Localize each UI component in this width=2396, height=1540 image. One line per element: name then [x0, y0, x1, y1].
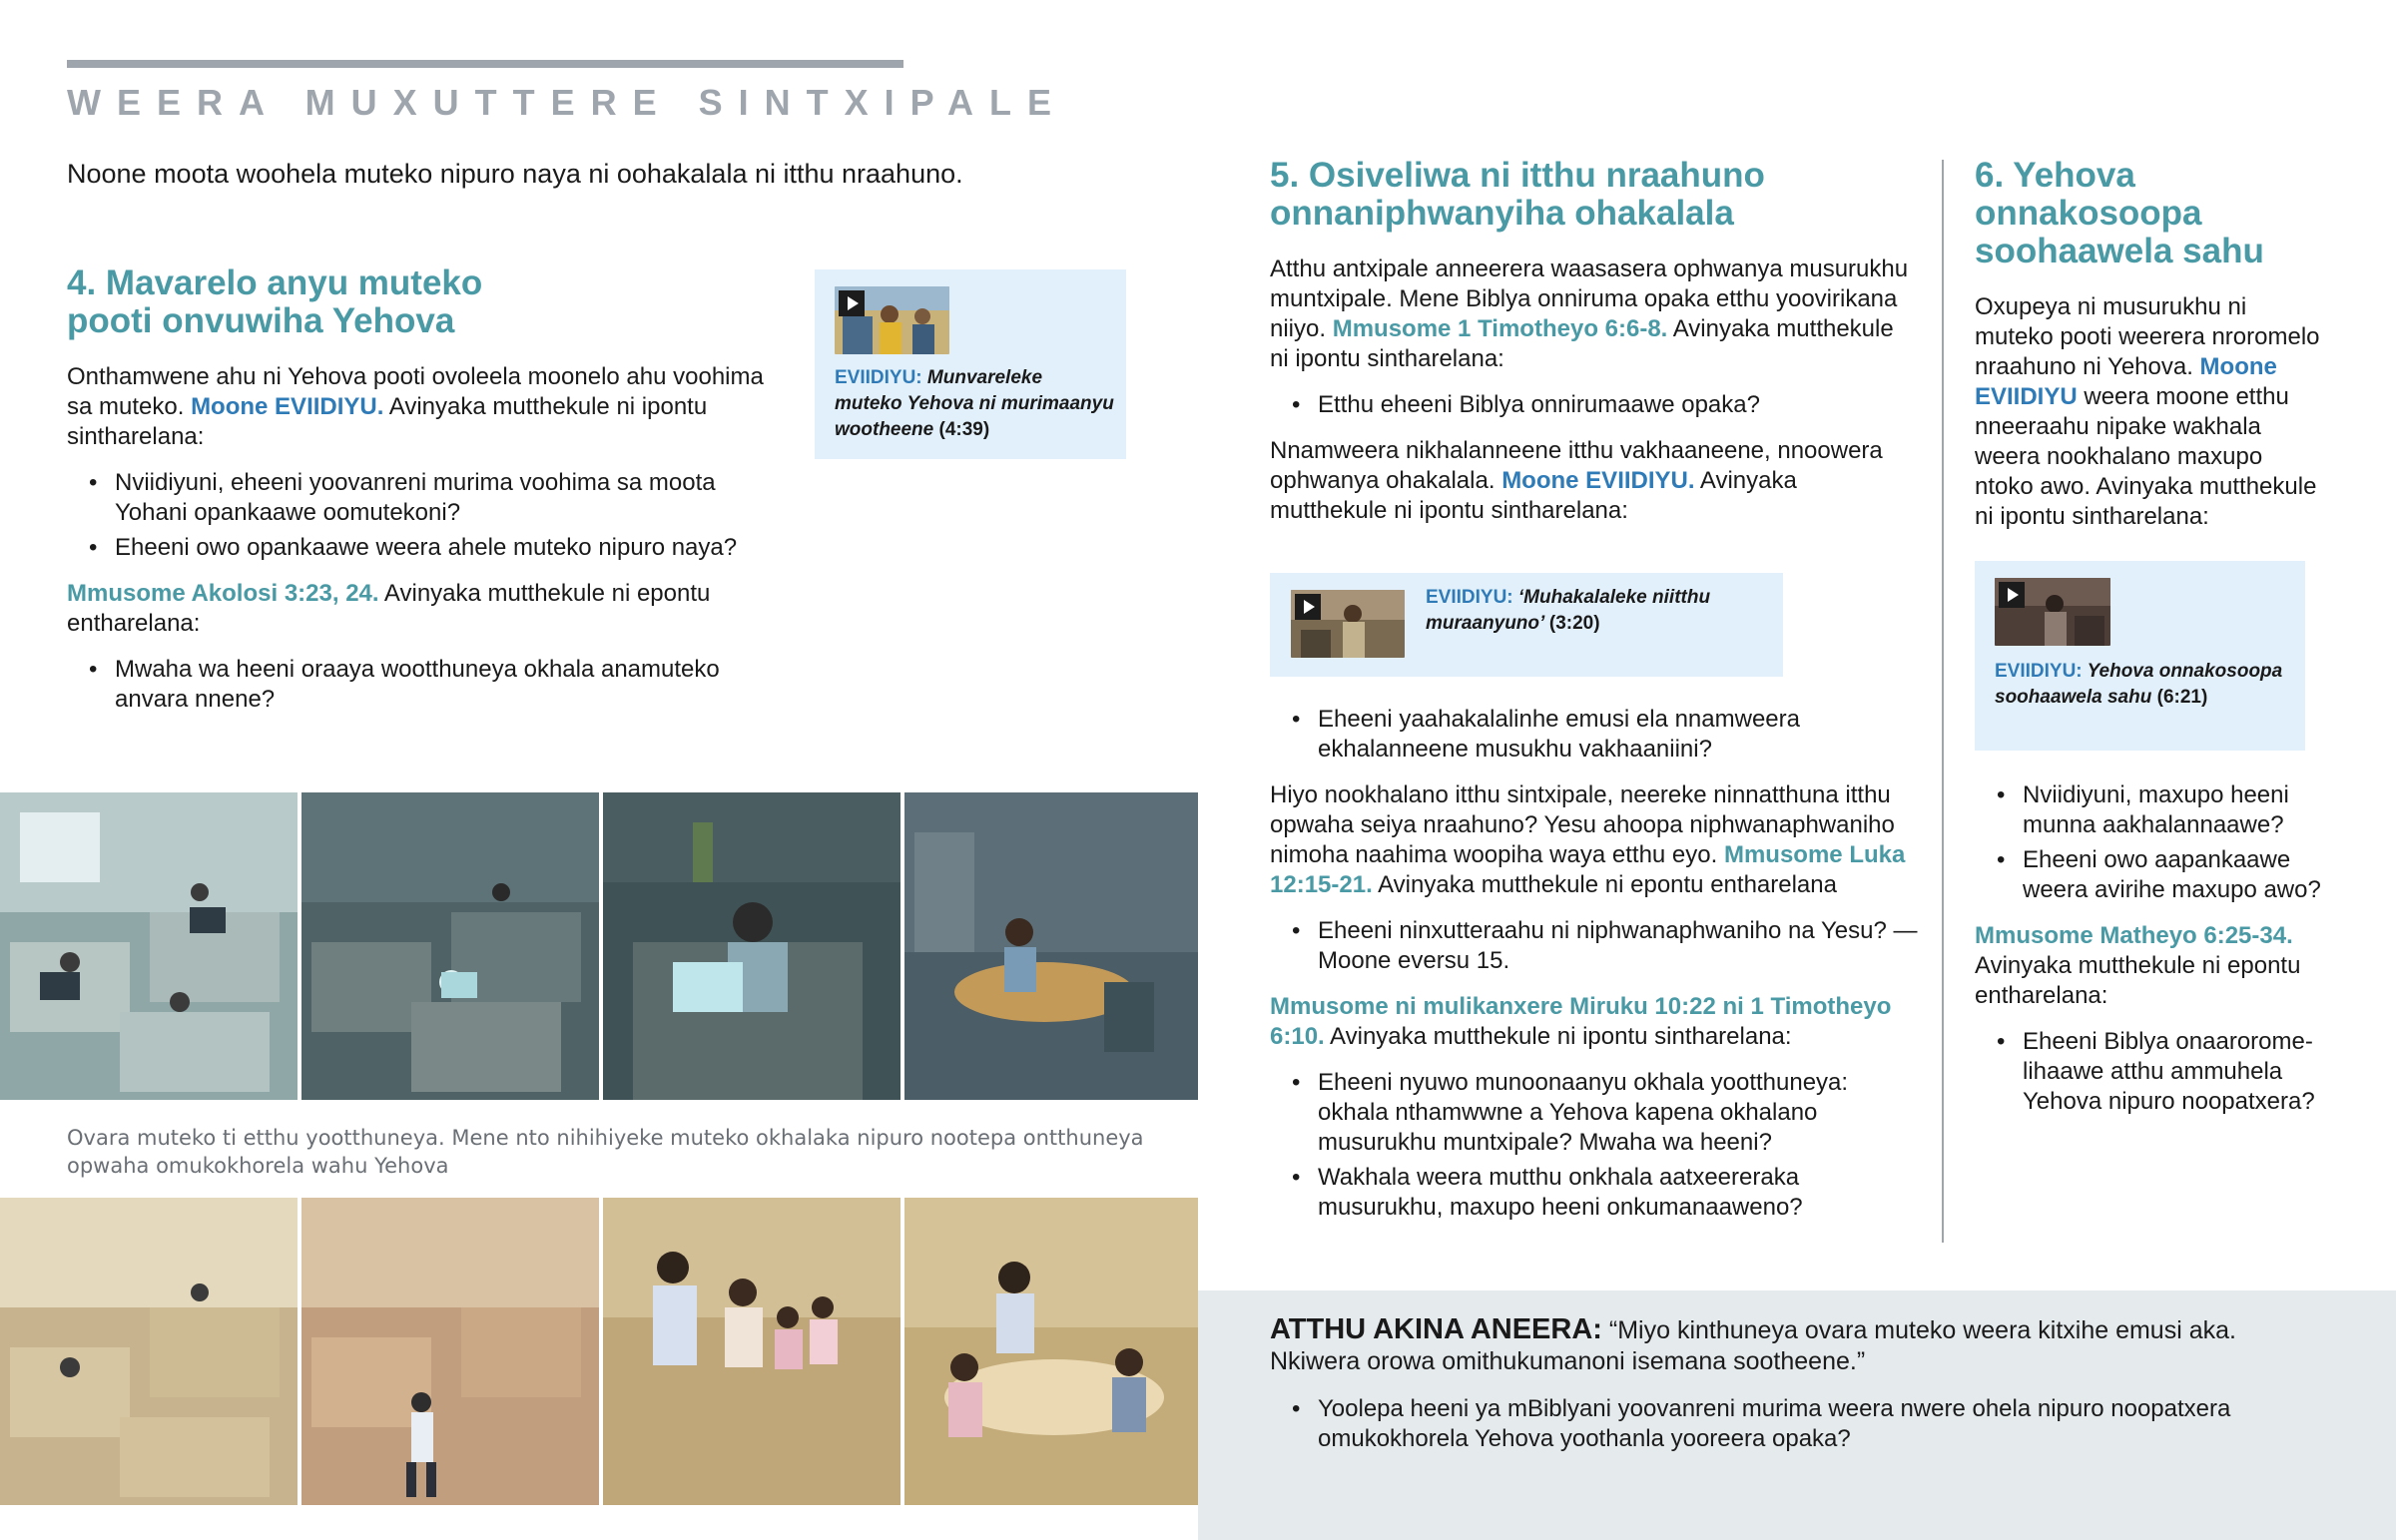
- illustration-home-night: [904, 792, 1198, 1100]
- question-item: • Eheeni yaahakalalinhe emusi ela nnamweera ekhalanneene musukhu vakhaaniini?: [1270, 705, 1919, 765]
- section-5-questions-1: [1270, 390, 1919, 420]
- illustration-office-evening: [301, 792, 599, 1100]
- video-card-section-6[interactable]: [1975, 561, 2305, 751]
- question-item: • Eheeni Biblya onaaroromelihaawe atthu ammuhela Yehova nipuro noopatxera?: [1975, 1027, 2334, 1117]
- play-icon[interactable]: [1999, 582, 2025, 608]
- illustration-office-leaving: [301, 1198, 599, 1505]
- video-caption: EVIIDIYU: Munvareleke muteko Yehova ni murimaanyu wootheene (4:39): [835, 367, 1114, 440]
- illustration-family-meeting: [603, 1198, 900, 1505]
- section-6-questions-1: [1975, 780, 2334, 905]
- section-title: WEERA MUXUTTERE SINTXIPALE: [67, 82, 1068, 123]
- illustration-office-day: [0, 792, 298, 1100]
- section-5-para1: Atthu antxipale anneerera waasasera ophwanya musurukhu muntxipale. Mene Biblya onniruma opaka etthu yoovirikana niiyo. Mmusome 1 Timotheyo 6:6-8. Avinyaka mutthekule ni ipontu sintharelana:: [1270, 256, 1909, 372]
- section-5-para3: Hiyo nookhalano itthu sintxipale, neereke ninnatthuna itthu opwaha seiya nraahuno? Yesu ahoopa niphwanaphwaniho nimoha naahima woopiha waya etthu eyo. Mmusome Luka 12:15-21. Avinyaka mutthekule ni epontu entharelana: [1270, 781, 1906, 898]
- section-6: [1975, 157, 2324, 532]
- section-5-para2: Nnamweera nikhalanneene itthu vakhaaneene, nnoowera ophwanya ohakalala. Moone EVIIDIYU. Avinyaka mutthekule ni ipontu sintharelana:: [1270, 437, 1883, 524]
- column-divider: [1942, 160, 1944, 1243]
- section-5-continued: [1270, 705, 1919, 1228]
- watch-video-link[interactable]: Moone EVIIDIYU: [1975, 353, 2277, 410]
- illustration-office-night: [603, 792, 900, 1100]
- section-6-para2: Mmusome Matheyo 6:25-34. Avinyaka mutthekule ni epontu entharelana:: [1975, 922, 2301, 1009]
- illustration-office-day-warm: [0, 1198, 298, 1505]
- question-item: • Eheeni ninxutteraahu ni niphwanaphwaniho na Yesu? — Moone eversu 15.: [1270, 916, 1919, 976]
- others-say-box: [1198, 1290, 2396, 1540]
- section-4-para1: Onthamwene ahu ni Yehova pooti ovoleela moonelo ahu voohima sa muteko. Moone EVIIDIYU. Avinyaka mutthekule ni ipontu sintharelana:: [67, 363, 764, 450]
- question-item: • Mwaha wa heeni oraaya wootthuneya okhala anamuteko anvara nnene?: [67, 655, 746, 715]
- video-thumbnail[interactable]: [835, 286, 949, 354]
- section-4-heading: 4. Mavarelo anyu muteko pooti onvuwiha Yehova: [67, 263, 483, 340]
- intro-text: Noone moota woohela muteko nipuro naya ni oohakalala ni itthu nraahuno.: [67, 159, 963, 189]
- video-caption: EVIIDIYU: Yehova onnakosoopa soohaawela sahu (6:21): [1995, 661, 2283, 708]
- watch-video-link[interactable]: Moone EVIIDIYU.: [191, 393, 384, 420]
- illustration-family-dinner: [904, 1198, 1198, 1505]
- question-item: • Eheeni owo aapankaawe weera avirihe maxupo awo?: [1975, 845, 2334, 905]
- question-item: • Etthu eheeni Biblya onnirumaawe opaka?: [1270, 390, 1919, 420]
- section-4-questions-1: [67, 468, 746, 563]
- scripture-reference[interactable]: Mmusome Matheyo 6:25-34.: [1975, 922, 2293, 949]
- scripture-reference[interactable]: Mmusome ni mulikanxere Miruku 10:22 ni 1 Timotheyo 6:10.: [1270, 993, 1892, 1050]
- others-say-questions: [1270, 1394, 2318, 1459]
- section-4: [67, 264, 766, 720]
- video-card-section-5[interactable]: [1270, 573, 1783, 677]
- section-6-continued: [1975, 780, 2334, 1122]
- scripture-reference[interactable]: Mmusome Akolosi 3:23, 24.: [67, 580, 379, 607]
- header-rule: [67, 60, 903, 68]
- section-6-heading: 6. Yehova onnakosoopa soohaawela sahu: [1975, 156, 2264, 270]
- section-5: [1270, 157, 1919, 526]
- play-icon[interactable]: [1295, 594, 1321, 620]
- video-caption: EVIIDIYU: ‘Muhakalaleke niitthu muraanyuno’ (3:20): [1426, 587, 1711, 634]
- play-icon[interactable]: [839, 290, 865, 316]
- section-6-para1: Oxupeya ni musurukhu ni muteko pooti weerera nroromelo nraahuno ni Yehova. Moone EVIIDIYU weera moone etthu nneeraahu nipake wakhala weera nookhalano maxupo ntoko awo. Avinyaka mutthekule ni ipontu sintharelana:: [1975, 293, 2320, 530]
- video-card-section-4[interactable]: [815, 269, 1126, 459]
- illustration-caption: Ovara muteko ti etthu yootthuneya. Mene nto nihihiyeke muteko okhalaka nipuro nootepa ontthuneya opwaha omukokhorela wahu Yehova: [67, 1126, 1144, 1178]
- section-4-questions-2: [67, 655, 746, 715]
- question-item: • Eheeni owo opankaawe weera ahele muteko nipuro naya?: [67, 533, 746, 563]
- scripture-reference[interactable]: Mmusome 1 Timotheyo 6:6-8.: [1332, 315, 1668, 342]
- others-say-label: ATTHU AKINA ANEERA:: [1270, 1313, 1602, 1345]
- video-thumbnail[interactable]: [1995, 578, 2110, 646]
- watch-video-link[interactable]: Moone EVIIDIYU.: [1501, 467, 1695, 494]
- section-5-questions-3: [1270, 916, 1919, 976]
- scripture-reference[interactable]: Mmusome Luka 12:15-21.: [1270, 841, 1906, 898]
- section-4-para2: Mmusome Akolosi 3:23, 24. Avinyaka mutthekule ni epontu entharelana:: [67, 580, 711, 637]
- section-5-heading: 5. Osiveliwa ni itthu nraahuno onnaniphwanyiha ohakalala: [1270, 156, 1765, 233]
- question-item: • Wakhala weera mutthu onkhala aatxeereraka musurukhu, maxupo heeni onkumanaaweno?: [1270, 1163, 1919, 1223]
- section-5-para4: Mmusome ni mulikanxere Miruku 10:22 ni 1 Timotheyo 6:10. Avinyaka mutthekule ni ipontu sintharelana:: [1270, 993, 1892, 1050]
- section-5-questions-2: [1270, 705, 1919, 765]
- question-item: • Nviidiyuni, maxupo heeni munna aakhalannaawe?: [1975, 780, 2334, 840]
- others-say-quote: ATTHU AKINA ANEERA: “Miyo kinthuneya ovara muteko weera kitxihe emusi aka. Nkiwera orowa omithukumanoni isemana sootheene.”: [1270, 1313, 2236, 1375]
- question-item: • Nviidiyuni, eheeni yoovanreni murima voohima sa moota Yohani opankaawe oomutekoni?: [67, 468, 746, 528]
- question-item: • Yoolepa heeni ya mBiblyani yoovanreni murima weera nwere ohela nipuro noopatxera omukokhorela Yehova yoothanla yooreera opaka?: [1270, 1394, 2318, 1454]
- video-thumbnail[interactable]: [1291, 590, 1405, 658]
- section-5-questions-4: [1270, 1068, 1919, 1223]
- section-6-questions-2: [1975, 1027, 2334, 1117]
- question-item: • Eheeni nyuwo munoonaanyu okhala yootthuneya: okhala nthamwwne a Yehova kapena okhalano musurukhu muntxipale? Mwaha wa heeni?: [1270, 1068, 1919, 1158]
